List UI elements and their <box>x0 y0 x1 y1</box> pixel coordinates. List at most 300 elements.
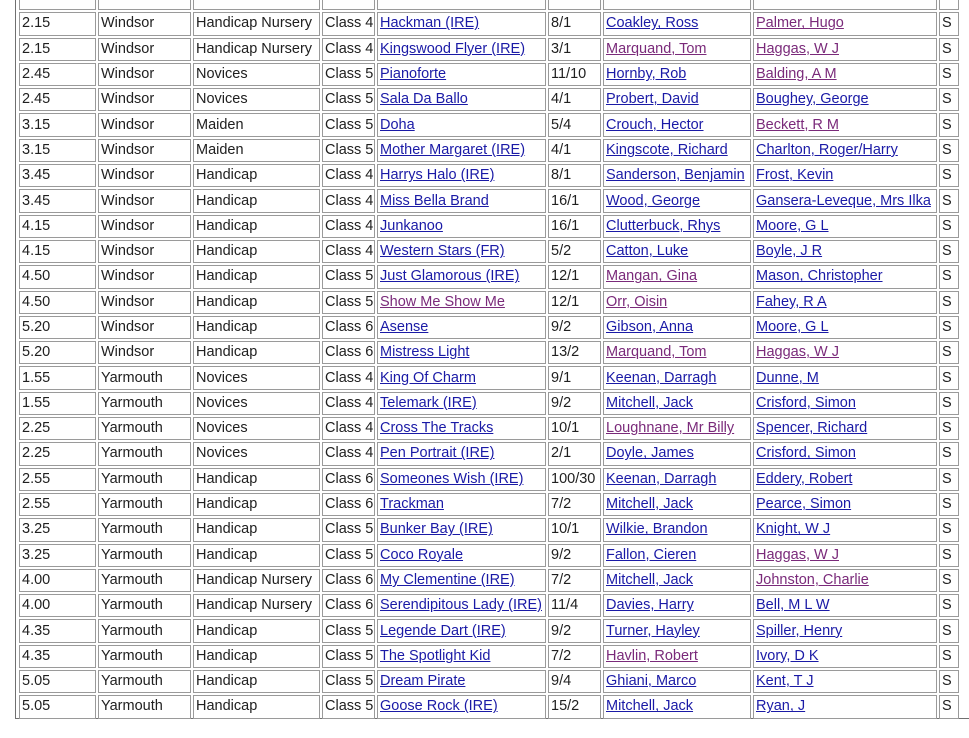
cell-trainer <box>753 12 937 35</box>
cell-horse <box>377 695 546 718</box>
time-text: 3.25 <box>22 521 51 538</box>
cell-jockey <box>603 0 751 10</box>
cell-horse <box>377 12 546 35</box>
cell-course <box>98 38 191 61</box>
race-type-text: Handicap <box>196 470 258 487</box>
trainer-link[interactable]: Boyle, J R <box>756 243 823 260</box>
time-text: 2.55 <box>22 470 51 487</box>
time-text: 2.45 <box>22 91 51 108</box>
table-row <box>19 291 959 314</box>
cell-time <box>19 265 96 288</box>
horse-link[interactable]: Western Stars (FR) <box>380 243 505 260</box>
time-text: 2.55 <box>22 496 51 513</box>
horse-link[interactable]: Sala Da Ballo <box>380 91 468 108</box>
jockey-link[interactable]: Orr, Oisin <box>606 293 668 310</box>
race-class-text: Class 5 <box>325 698 374 715</box>
table-row <box>19 417 959 440</box>
cell-race-class <box>322 164 375 187</box>
extra-text: S <box>942 420 952 437</box>
odds-text: 2/1 <box>551 445 572 462</box>
horse-link[interactable]: The Spotlight Kid <box>380 647 491 664</box>
race-type-text: Novices <box>196 445 248 462</box>
horse-link[interactable]: King Of Charm <box>380 369 476 386</box>
jockey-link[interactable]: Wilkie, Brandon <box>606 521 708 538</box>
cell-odds <box>548 63 601 86</box>
trainer-link[interactable]: Haggas, W J <box>756 344 839 361</box>
cell-jockey <box>603 493 751 516</box>
course-text: Yarmouth <box>101 369 163 386</box>
cell-time <box>19 417 96 440</box>
cell-race-type <box>193 695 320 718</box>
cell-odds <box>548 265 601 288</box>
cell-race-type <box>193 189 320 212</box>
trainer-link[interactable]: Gansera-Leveque, Mrs Ilka <box>756 192 931 209</box>
cell-race-type <box>193 63 320 86</box>
trainer-link[interactable]: Crisford, Simon <box>756 394 856 411</box>
race-class-text: Class 5 <box>325 91 374 108</box>
trainer-link[interactable]: Spencer, Richard <box>756 420 868 437</box>
jockey-link[interactable]: Marquand, Tom <box>606 344 707 361</box>
horse-link[interactable]: Mother Margaret (IRE) <box>380 141 526 158</box>
cell-race-class <box>322 544 375 567</box>
table-row <box>19 619 959 642</box>
cell-trainer <box>753 215 937 238</box>
horse-link[interactable]: Dream Pirate <box>380 673 466 690</box>
extra-text: S <box>942 268 952 285</box>
odds-text: 9/4 <box>551 673 572 690</box>
cell-odds <box>548 645 601 668</box>
course-text: Yarmouth <box>101 673 163 690</box>
course-text: Yarmouth <box>101 420 163 437</box>
cell-extra <box>939 291 959 314</box>
cell-horse <box>377 645 546 668</box>
jockey-link[interactable]: Havlin, Robert <box>606 647 698 664</box>
cell-horse <box>377 265 546 288</box>
jockey-link[interactable]: Clutterbuck, Rhys <box>606 217 721 234</box>
jockey-link[interactable]: Doyle, James <box>606 445 694 462</box>
jockey-link[interactable]: Ghiani, Marco <box>606 673 697 690</box>
cell-horse <box>377 518 546 541</box>
race-type-text: Maiden <box>196 141 244 158</box>
trainer-link[interactable]: Moore, G L <box>756 319 829 335</box>
cell-race-type <box>193 265 320 288</box>
cell-race-class <box>322 366 375 389</box>
horse-link[interactable]: Goose Rock (IRE) <box>380 698 498 715</box>
jockey-link[interactable]: Fallon, Cieren <box>606 546 697 563</box>
horse-link[interactable]: Junkanoo <box>380 217 443 234</box>
jockey-link[interactable]: Davies, Harry <box>606 597 694 614</box>
cell-jockey <box>603 113 751 136</box>
jockey-link[interactable]: Kingscote, Richard <box>606 141 728 158</box>
trainer-link[interactable]: Knight, W J <box>756 521 831 538</box>
extra-text: S <box>942 167 952 184</box>
cell-horse <box>377 0 546 10</box>
odds-text: 9/2 <box>551 546 572 563</box>
cell-race-type <box>193 291 320 314</box>
jockey-link[interactable]: Crouch, Hector <box>606 116 704 133</box>
trainer-link[interactable]: Dunne, M <box>756 369 819 386</box>
cell-horse <box>377 417 546 440</box>
cell-trainer <box>753 518 937 541</box>
cell-extra <box>939 265 959 288</box>
cell-time <box>19 88 96 111</box>
table-row <box>19 139 959 162</box>
cell-extra <box>939 594 959 617</box>
cell-race-class <box>322 468 375 491</box>
race-class-text: Class 5 <box>325 521 374 538</box>
cell-jockey <box>603 189 751 212</box>
cell-time <box>19 12 96 35</box>
cell-odds <box>548 518 601 541</box>
cell-odds <box>548 695 601 718</box>
cell-time <box>19 341 96 364</box>
cell-odds <box>548 341 601 364</box>
cell-race-class <box>322 12 375 35</box>
jockey-link[interactable]: Sanderson, Benjamin <box>606 167 745 184</box>
race-type-text: Handicap Nursery <box>196 40 313 57</box>
race-type-text: Novices <box>196 394 248 411</box>
cell-trainer <box>753 88 937 111</box>
jockey-link[interactable]: Keenan, Darragh <box>606 470 717 487</box>
race-type-text: Handicap <box>196 344 258 361</box>
cell-course <box>98 12 191 35</box>
cell-jockey <box>603 265 751 288</box>
cell-time <box>19 113 96 136</box>
course-text: Yarmouth <box>101 546 163 563</box>
race-class-text: Class 4 <box>325 394 374 411</box>
trainer-link[interactable]: Eddery, Robert <box>756 470 853 487</box>
cell-extra <box>939 518 959 541</box>
jockey-link[interactable]: Turner, Hayley <box>606 622 700 639</box>
cell-horse <box>377 544 546 567</box>
extra-text: S <box>942 344 952 361</box>
trainer-link[interactable]: Pearce, Simon <box>756 496 852 513</box>
horse-link[interactable]: Pianoforte <box>380 66 447 83</box>
race-class-text: Class 6 <box>325 597 374 614</box>
cell-race-class <box>322 88 375 111</box>
extra-text: S <box>942 40 952 57</box>
cell-extra <box>939 544 959 567</box>
trainer-link[interactable]: Charlton, Roger/Harry <box>756 141 898 158</box>
cell-race-class <box>322 38 375 61</box>
horse-link[interactable]: Just Glamorous (IRE) <box>380 268 520 285</box>
trainer-link[interactable]: Mason, Christopher <box>756 268 883 285</box>
cell-race-class <box>322 63 375 86</box>
table-row <box>19 189 959 212</box>
cell-jockey <box>603 291 751 314</box>
cell-race-type <box>193 12 320 35</box>
cell-time <box>19 38 96 61</box>
cell-course <box>98 164 191 187</box>
horse-link[interactable]: Cross The Tracks <box>380 420 494 437</box>
jockey-link[interactable]: Loughnane, Mr Billy <box>606 420 735 437</box>
jockey-link[interactable]: Hornby, Rob <box>606 66 687 83</box>
race-type-text: Handicap <box>196 673 258 690</box>
cell-course <box>98 88 191 111</box>
jockey-link[interactable]: Mitchell, Jack <box>606 571 694 588</box>
cell-time <box>19 468 96 491</box>
race-type-text: Handicap Nursery <box>196 597 313 614</box>
cell-extra <box>939 88 959 111</box>
cell-jockey <box>603 240 751 263</box>
cell-trainer <box>753 569 937 592</box>
trainer-link[interactable]: Balding, A M <box>756 66 837 83</box>
odds-text: 10/1 <box>551 420 580 437</box>
extra-text: S <box>942 673 952 690</box>
race-type-text: Handicap <box>196 293 258 310</box>
cell-odds <box>548 619 601 642</box>
horse-link[interactable]: Serendipitous Lady (IRE) <box>380 597 542 614</box>
jockey-link[interactable]: Catton, Luke <box>606 243 689 260</box>
table-row <box>19 0 959 10</box>
cell-extra <box>939 12 959 35</box>
table-row <box>19 38 959 61</box>
trainer-link[interactable]: Haggas, W J <box>756 40 839 57</box>
jockey-link[interactable]: Mitchell, Jack <box>606 698 694 715</box>
trainer-link[interactable]: Haggas, W J <box>756 546 839 563</box>
cell-time <box>19 189 96 212</box>
odds-text: 9/1 <box>551 369 572 386</box>
trainer-link[interactable]: Ryan, J <box>756 698 806 715</box>
table-row <box>19 113 959 136</box>
horse-link[interactable]: Coco Royale <box>380 546 464 563</box>
horse-link[interactable]: Mistress Light <box>380 344 470 361</box>
jockey-link[interactable]: Probert, David <box>606 91 699 108</box>
trainer-link[interactable]: Spiller, Henry <box>756 622 843 639</box>
cell-trainer <box>753 695 937 718</box>
table-row <box>19 493 959 516</box>
horse-link[interactable]: Someones Wish (IRE) <box>380 470 524 487</box>
cell-race-class <box>322 670 375 693</box>
horse-link[interactable]: Harrys Halo (IRE) <box>380 167 495 184</box>
horse-link[interactable]: Hackman (IRE) <box>380 15 480 32</box>
horse-link[interactable]: Trackman <box>380 496 444 513</box>
trainer-link[interactable]: Bell, M L W <box>756 597 830 614</box>
cell-extra <box>939 0 959 10</box>
cell-time <box>19 493 96 516</box>
table-row <box>19 240 959 263</box>
cell-trainer <box>753 265 937 288</box>
race-type-text: Handicap Nursery <box>196 15 313 32</box>
table-row <box>19 63 959 86</box>
course-text: Windsor <box>101 192 155 209</box>
time-text: 4.00 <box>22 597 51 614</box>
table-row <box>19 164 959 187</box>
time-text: 5.20 <box>22 344 51 361</box>
cell-race-class <box>322 113 375 136</box>
cell-odds <box>548 442 601 465</box>
cell-jockey <box>603 316 751 339</box>
course-text: Yarmouth <box>101 496 163 513</box>
time-text: 2.45 <box>22 66 51 83</box>
race-class-text: Class 5 <box>325 622 374 639</box>
cell-trainer <box>753 366 937 389</box>
cell-race-class <box>322 392 375 415</box>
course-text: Windsor <box>101 293 155 310</box>
cell-race-type <box>193 594 320 617</box>
cell-race-type <box>193 493 320 516</box>
cell-course <box>98 139 191 162</box>
jockey-link[interactable]: Gibson, Anna <box>606 319 694 335</box>
race-type-text: Handicap <box>196 217 258 234</box>
cell-time <box>19 0 96 10</box>
race-type-text: Handicap <box>196 622 258 639</box>
table-row <box>19 594 959 617</box>
horse-link[interactable]: Legende Dart (IRE) <box>380 622 506 639</box>
cell-race-class <box>322 139 375 162</box>
trainer-link[interactable]: Johnston, Charlie <box>756 571 869 588</box>
jockey-link[interactable]: Coakley, Ross <box>606 15 699 32</box>
cell-odds <box>548 240 601 263</box>
horse-link[interactable]: Show Me Show Me <box>380 293 505 310</box>
race-type-text: Handicap <box>196 319 258 335</box>
cell-trainer <box>753 240 937 263</box>
cell-race-class <box>322 645 375 668</box>
extra-text: S <box>942 521 952 538</box>
cell-trainer <box>753 291 937 314</box>
race-type-text: Novices <box>196 91 248 108</box>
trainer-link[interactable]: Fahey, R A <box>756 293 827 310</box>
course-text: Yarmouth <box>101 521 163 538</box>
trainer-link[interactable]: Moore, G L <box>756 217 829 234</box>
cell-extra <box>939 139 959 162</box>
jockey-link[interactable]: Mangan, Gina <box>606 268 698 285</box>
horse-link[interactable]: Asense <box>380 319 429 335</box>
cell-course <box>98 442 191 465</box>
cell-trainer <box>753 645 937 668</box>
extra-text: S <box>942 243 952 260</box>
trainer-link[interactable]: Ivory, D K <box>756 647 819 664</box>
cell-race-class <box>322 417 375 440</box>
odds-text: 10/1 <box>551 521 580 538</box>
cell-course <box>98 569 191 592</box>
odds-text: 16/1 <box>551 192 580 209</box>
cell-race-class <box>322 265 375 288</box>
extra-text: S <box>942 217 952 234</box>
cell-time <box>19 442 96 465</box>
cell-odds <box>548 215 601 238</box>
cell-jockey <box>603 695 751 718</box>
table-row <box>19 316 959 339</box>
cell-course <box>98 291 191 314</box>
trainer-link[interactable]: Crisford, Simon <box>756 445 856 462</box>
cell-horse <box>377 88 546 111</box>
cell-odds <box>548 569 601 592</box>
course-text: Yarmouth <box>101 394 163 411</box>
cell-race-type <box>193 139 320 162</box>
jockey-link[interactable]: Keenan, Darragh <box>606 369 717 386</box>
cell-extra <box>939 695 959 718</box>
cell-race-class <box>322 240 375 263</box>
course-text: Windsor <box>101 116 155 133</box>
cell-course <box>98 113 191 136</box>
cell-trainer <box>753 139 937 162</box>
race-type-text: Handicap <box>196 243 258 260</box>
horse-link[interactable]: Doha <box>380 116 415 133</box>
trainer-link[interactable]: Boughey, George <box>756 91 869 108</box>
trainer-link[interactable]: Palmer, Hugo <box>756 15 844 32</box>
cell-race-type <box>193 518 320 541</box>
race-type-text: Handicap <box>196 496 258 513</box>
cell-course <box>98 316 191 339</box>
cell-horse <box>377 366 546 389</box>
race-type-text: Novices <box>196 369 248 386</box>
horse-link[interactable]: Bunker Bay (IRE) <box>380 521 493 538</box>
cell-race-type <box>193 164 320 187</box>
odds-text: 5/4 <box>551 116 572 133</box>
race-class-text: Class 4 <box>325 420 374 437</box>
cell-course <box>98 493 191 516</box>
cell-race-type <box>193 392 320 415</box>
cell-extra <box>939 63 959 86</box>
table-row <box>19 88 959 111</box>
cell-trainer <box>753 316 937 339</box>
trainer-link[interactable]: Beckett, R M <box>756 116 839 133</box>
cell-course <box>98 63 191 86</box>
cell-horse <box>377 594 546 617</box>
cell-odds <box>548 113 601 136</box>
horse-link[interactable]: Pen Portrait (IRE) <box>380 445 495 462</box>
cell-extra <box>939 215 959 238</box>
cell-course <box>98 341 191 364</box>
cell-trainer <box>753 417 937 440</box>
jockey-link[interactable]: Mitchell, Jack <box>606 394 694 411</box>
cell-time <box>19 594 96 617</box>
horse-link[interactable]: Kingswood Flyer (IRE) <box>380 40 526 57</box>
extra-text: S <box>942 647 952 664</box>
cell-trainer <box>753 0 937 10</box>
trainer-link[interactable]: Frost, Kevin <box>756 167 834 184</box>
cell-trainer <box>753 164 937 187</box>
jockey-link[interactable]: Mitchell, Jack <box>606 496 694 513</box>
table-row <box>19 341 959 364</box>
horse-link[interactable]: Telemark (IRE) <box>380 394 477 411</box>
extra-text: S <box>942 597 952 614</box>
horse-link[interactable]: Miss Bella Brand <box>380 192 489 209</box>
cell-race-class <box>322 0 375 10</box>
cell-time <box>19 645 96 668</box>
cell-extra <box>939 670 959 693</box>
cell-odds <box>548 291 601 314</box>
table-row <box>19 265 959 288</box>
race-class-text: Class 4 <box>325 192 374 209</box>
race-class-text: Class 6 <box>325 571 374 588</box>
jockey-link[interactable]: Marquand, Tom <box>606 40 707 57</box>
course-text: Yarmouth <box>101 571 163 588</box>
race-class-text: Class 4 <box>325 445 374 462</box>
cell-time <box>19 392 96 415</box>
cell-extra <box>939 619 959 642</box>
time-text: 3.45 <box>22 192 51 209</box>
cell-extra <box>939 316 959 339</box>
course-text: Windsor <box>101 167 155 184</box>
cell-race-class <box>322 291 375 314</box>
cell-jockey <box>603 518 751 541</box>
cell-jockey <box>603 670 751 693</box>
trainer-link[interactable]: Kent, T J <box>756 673 814 690</box>
cell-trainer <box>753 544 937 567</box>
jockey-link[interactable]: Wood, George <box>606 192 701 209</box>
cell-race-type <box>193 88 320 111</box>
cell-jockey <box>603 392 751 415</box>
cell-odds <box>548 417 601 440</box>
cell-race-class <box>322 619 375 642</box>
horse-link[interactable]: My Clementine (IRE) <box>380 571 515 588</box>
extra-text: S <box>942 571 952 588</box>
cell-extra <box>939 366 959 389</box>
odds-text: 7/2 <box>551 496 572 513</box>
cell-jockey <box>603 341 751 364</box>
